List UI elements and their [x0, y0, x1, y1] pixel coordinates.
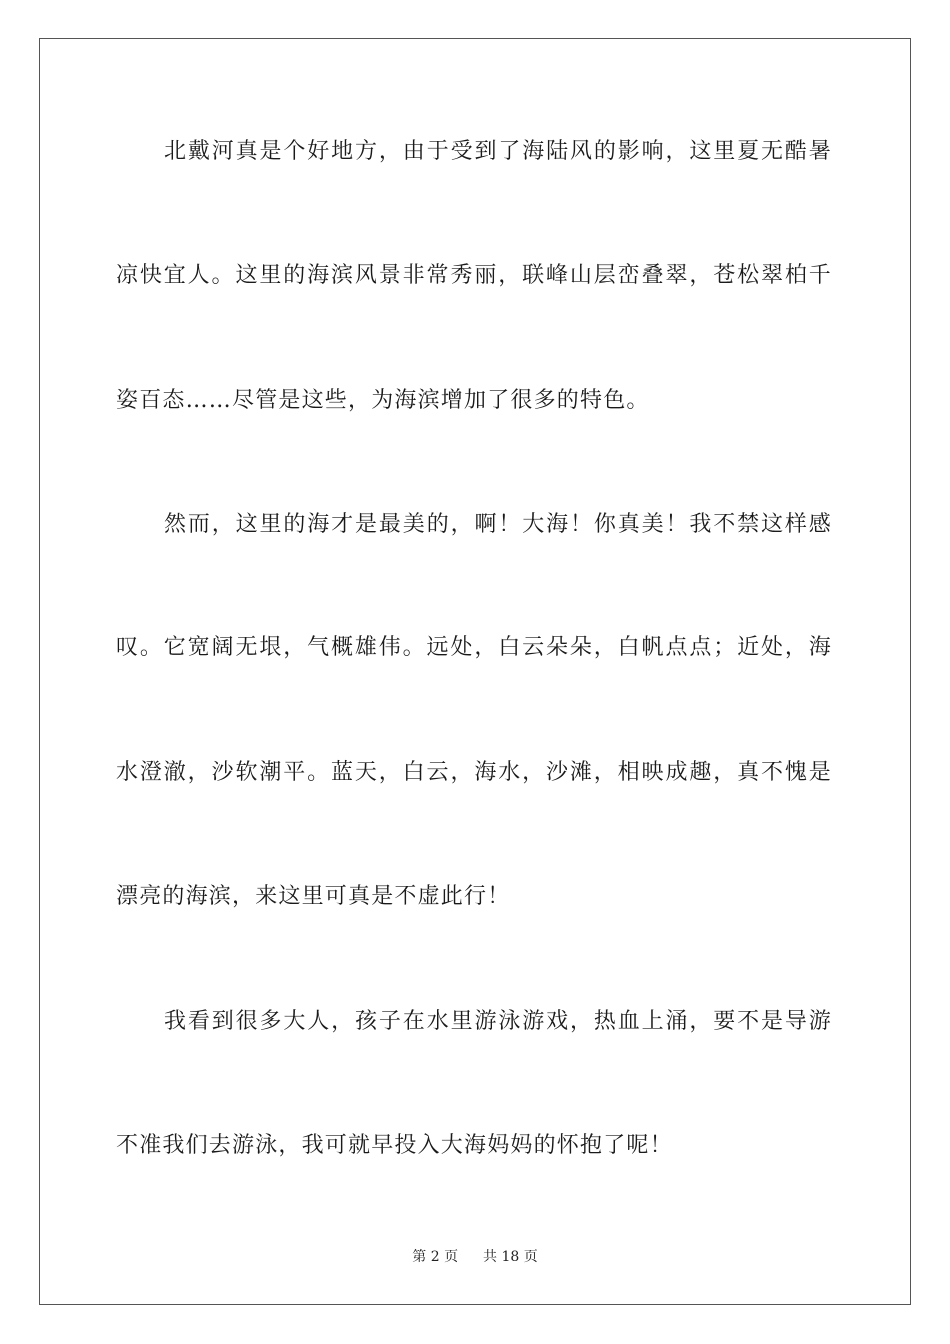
paragraph-2-line-2: 叹。它宽阔无垠，气概雄伟。远处，白云朵朵，白帆点点；近处，海	[116, 635, 832, 660]
paragraph-2-line-4: 漂亮的海滨，来这里可真是不虚此行！	[116, 884, 511, 909]
paragraph-1-line-3: 姿百态……尽管是这些，为海滨增加了很多的特色。	[116, 388, 650, 413]
page-footer	[0, 1248, 950, 1266]
page-frame	[39, 38, 911, 1305]
page-number: 第 2 页	[412, 1249, 459, 1265]
paragraph-1-line-1: 北戴河真是个好地方，由于受到了海陆风的影响，这里夏无酷暑	[164, 139, 832, 164]
paragraph-1-line-2: 凉快宜人。这里的海滨风景非常秀丽，联峰山层峦叠翠，苍松翠柏千	[116, 263, 832, 288]
paragraph-3-line-2: 不准我们去游泳，我可就早投入大海妈妈的怀抱了呢！	[116, 1133, 673, 1158]
page-total: 共 18 页	[483, 1249, 538, 1265]
paragraph-2-line-1: 然而，这里的海才是最美的，啊！大海！你真美！我不禁这样感	[164, 512, 832, 537]
paragraph-2-line-3: 水澄澈，沙软潮平。蓝天，白云，海水，沙滩，相映成趣，真不愧是	[116, 760, 832, 785]
paragraph-3-line-1: 我看到很多大人，孩子在水里游泳游戏，热血上涌，要不是导游	[164, 1009, 832, 1034]
